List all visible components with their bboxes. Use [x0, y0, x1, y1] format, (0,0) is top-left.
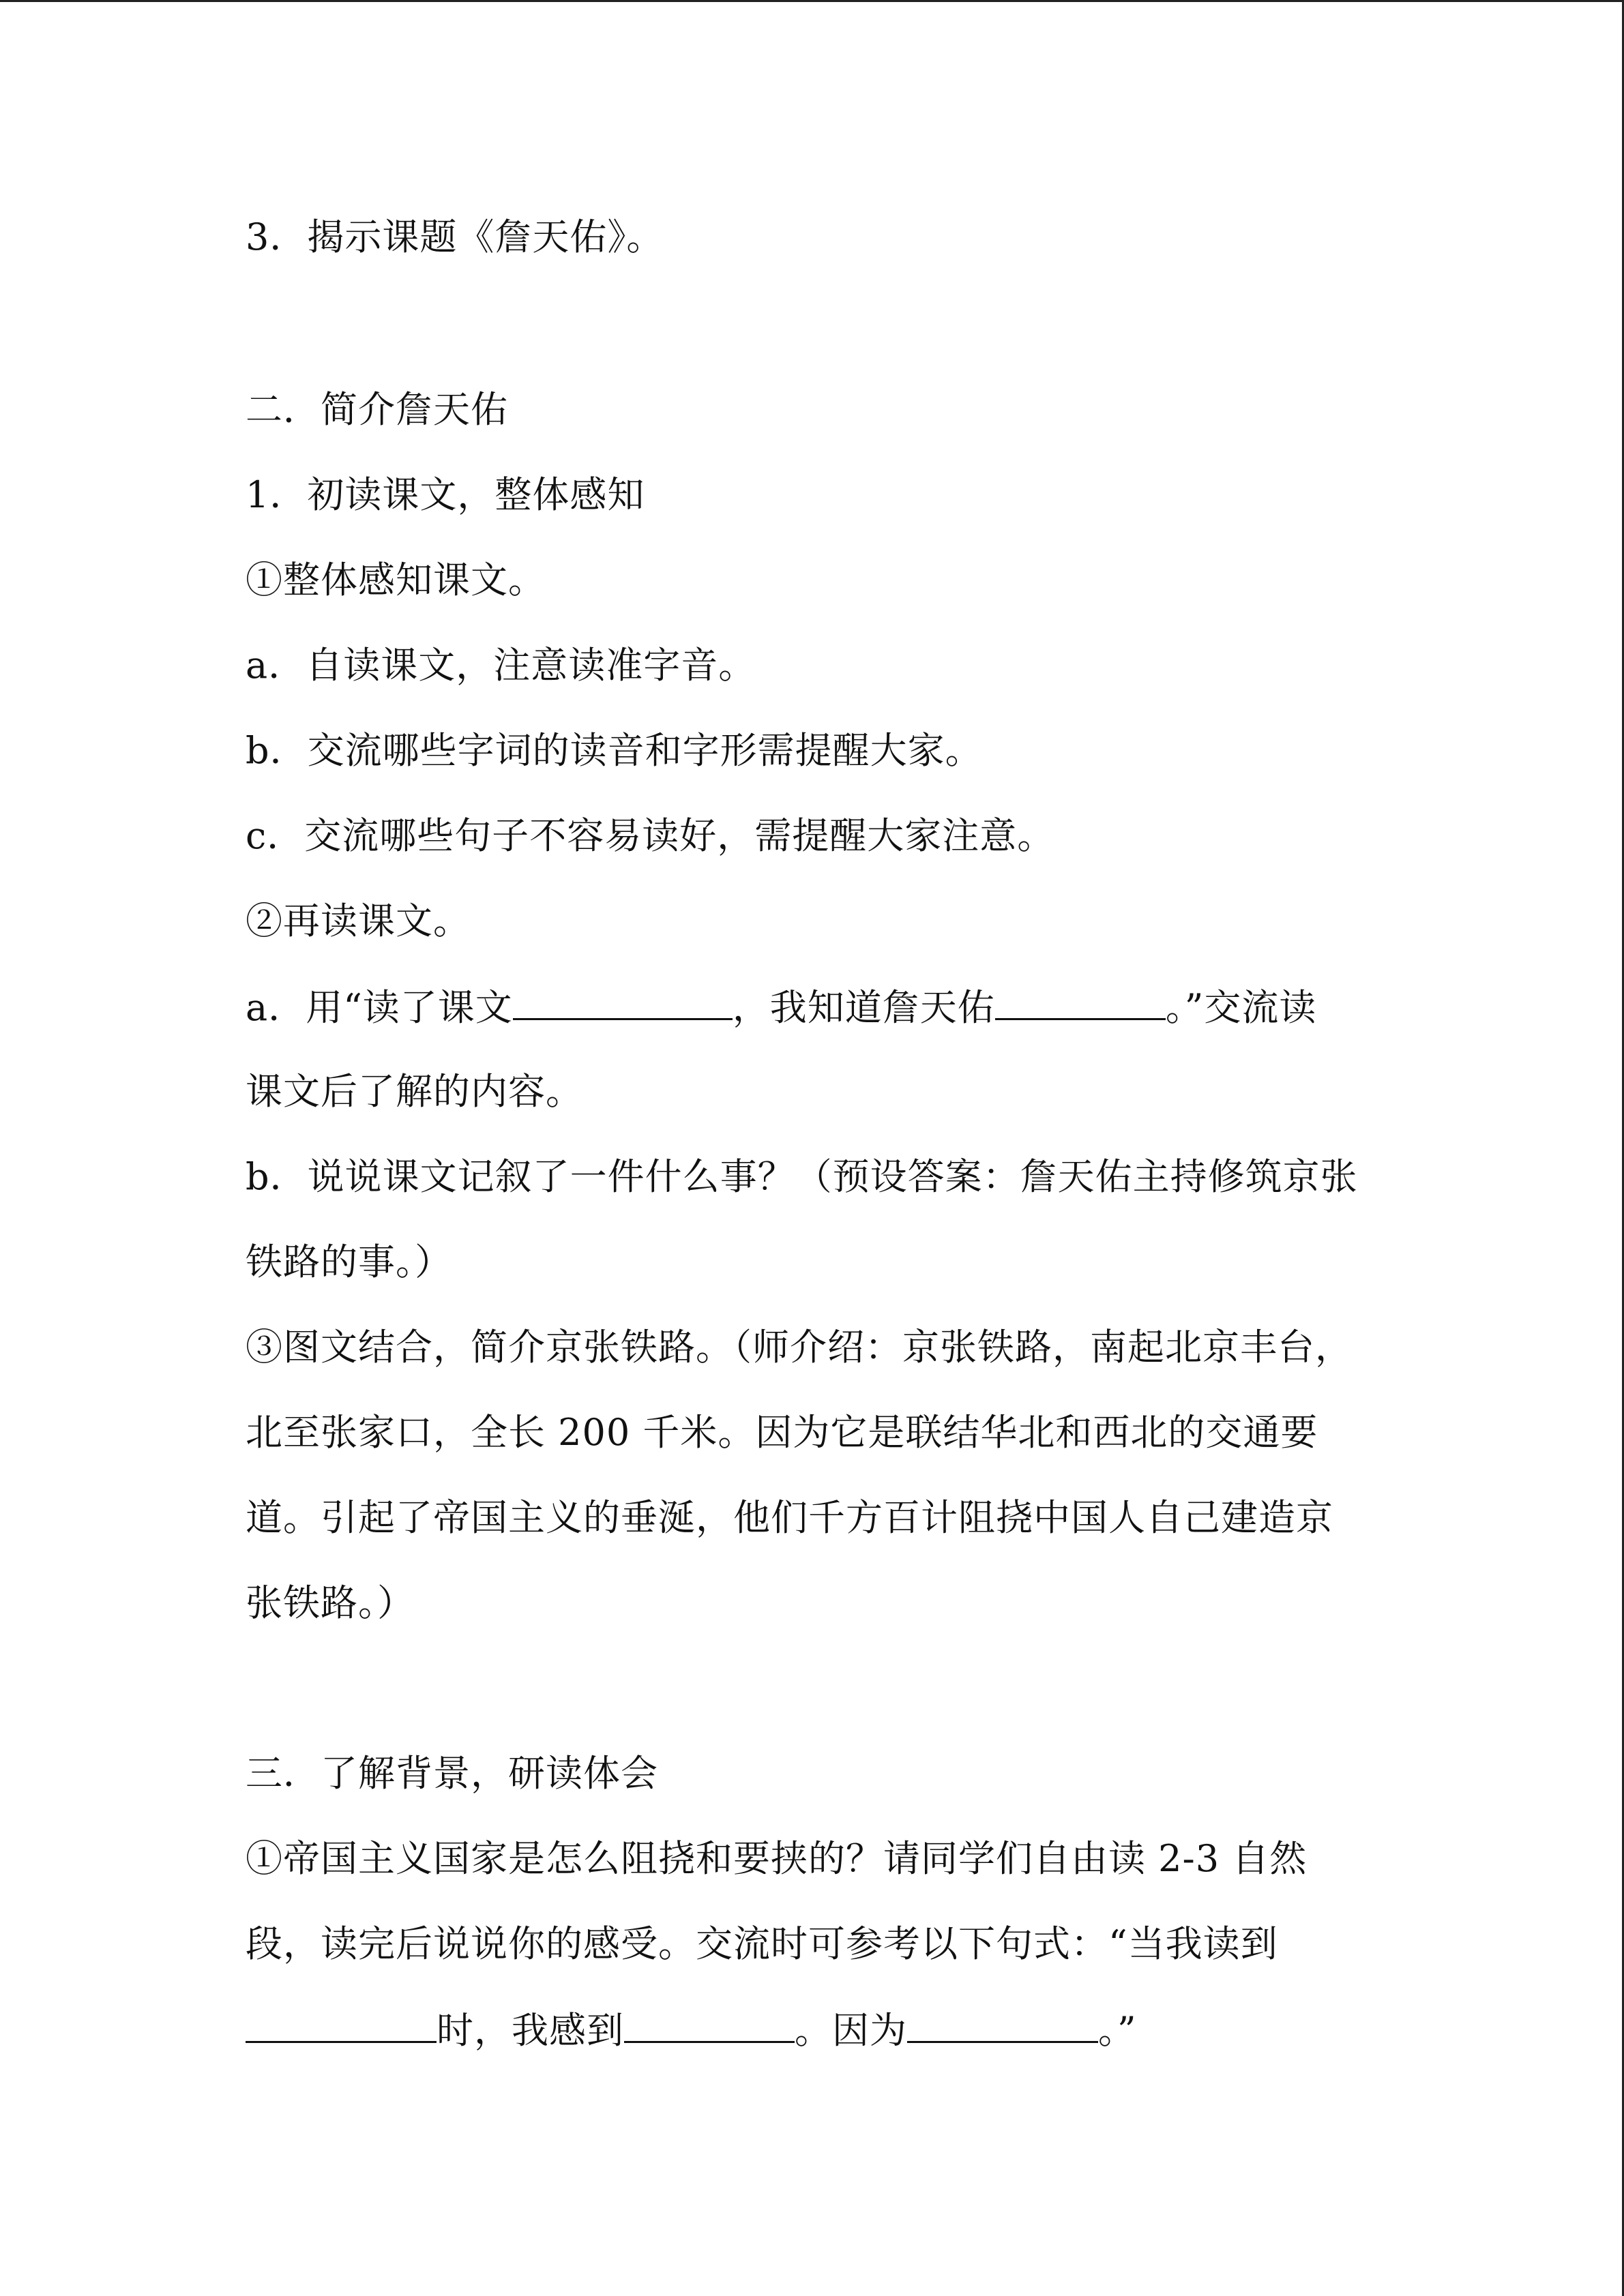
fill-sentence-part-4: 时，我感到: [437, 2009, 624, 2052]
blank-field-5: [907, 2006, 1098, 2043]
item-a-fill-sentence: [246, 983, 1316, 1032]
fill-sentence-part-6: 。”: [1098, 2009, 1137, 2052]
item-c-discuss-sentences: c．交流哪些句子不容易读好，需提醒大家注意。: [246, 814, 1055, 857]
fill-sentence-part-3: 。”交流读: [1165, 986, 1317, 1029]
fill-sentence-part-5: 。因为: [795, 2009, 907, 2052]
step-3-reveal-title: 3．揭示课题《詹天佑》。: [246, 215, 664, 258]
blank-field-4: [624, 2006, 795, 2043]
item-b-discuss-words: b．交流哪些字词的读音和字形需提醒大家。: [246, 729, 983, 772]
step-1-first-reading: 1．初读课文，整体感知: [246, 473, 645, 516]
section-3-heading: 三．了解背景，研读体会: [246, 1752, 658, 1795]
item-b-continuation: 铁路的事。）: [246, 1240, 452, 1283]
fill-sentence-part-1: a．用“读了课文: [246, 986, 513, 1029]
item-3-line-3: 道。引起了帝国主义的垂涎，他们千方百计阻挠中国人自己建造京: [246, 1496, 1333, 1539]
page-border-top: [0, 0, 1624, 2]
item-3-railway-intro: ③图文结合，简介京张铁路。（师介绍：京张铁路，南起北京丰台，: [246, 1326, 1353, 1369]
item-1-fill-sentence: [246, 2006, 1137, 2055]
item-a-self-read: a．自读课文，注意读准字音。: [246, 644, 756, 687]
blank-field-2: [995, 983, 1166, 1020]
item-a-continuation: 课文后了解的内容。: [246, 1070, 583, 1113]
item-1-line-2: 段，读完后说说你的感受。交流时可参考以下句式：“当我读到: [246, 1922, 1278, 1965]
item-1-imperialism-question: ①帝国主义国家是怎么阻挠和要挟的？请同学们自由读 2-3 自然: [246, 1837, 1308, 1880]
blank-field-3: [246, 2006, 437, 2043]
fill-sentence-part-2: ，我知道詹天佑: [732, 986, 995, 1029]
item-2-reread: ②再读课文。: [246, 899, 471, 942]
item-1-overall-perception: ①整体感知课文。: [246, 558, 546, 601]
item-b-story-question: b．说说课文记叙了一件什么事？（预设答案：詹天佑主持修筑京张: [246, 1155, 1358, 1198]
section-2-heading: 二．简介詹天佑: [246, 388, 508, 431]
blank-field-1: [513, 983, 733, 1020]
item-3-line-4: 张铁路。）: [246, 1581, 415, 1624]
item-3-line-2: 北至张家口，全长 200 千米。因为它是联结华北和西北的交通要: [246, 1411, 1318, 1454]
